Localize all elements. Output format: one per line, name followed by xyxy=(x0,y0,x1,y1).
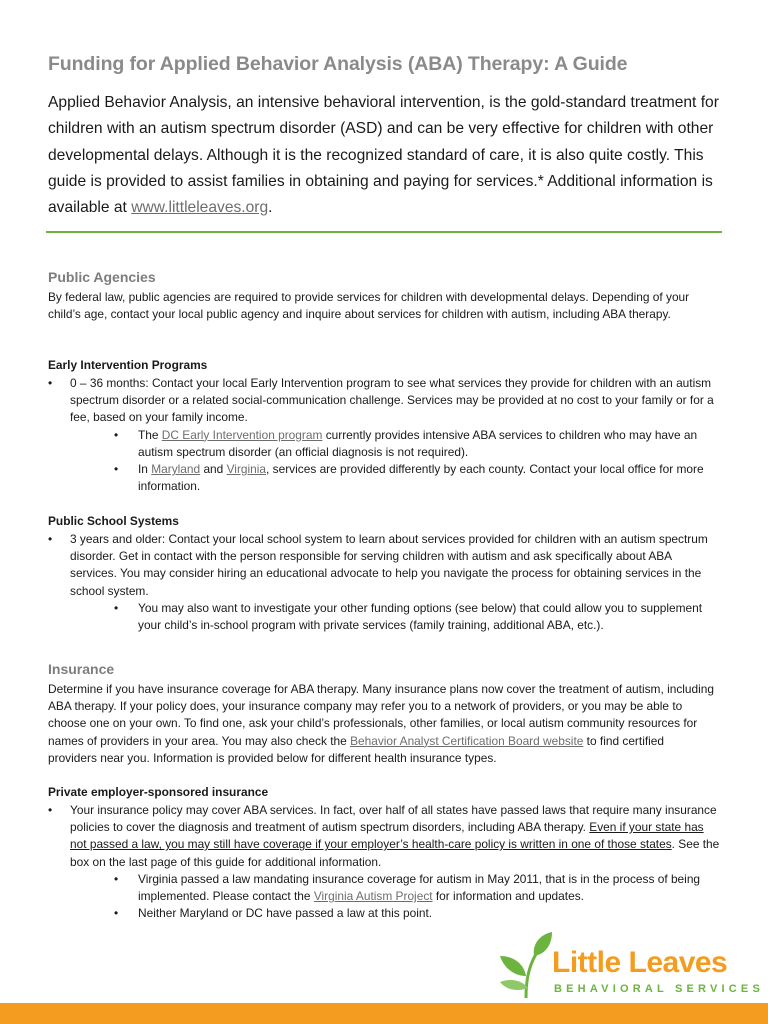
text-fragment: currently provides intensive ABA services to children who may have an autism spectrum disorder (an official diagnosis is not required). xyxy=(138,427,698,459)
text-fragment: Neither Maryland or DC have passed a law at this point. xyxy=(138,906,433,921)
insurance-heading: Insurance xyxy=(48,661,115,677)
insurance-text xyxy=(48,681,716,767)
list-item xyxy=(48,375,720,495)
public-school-list xyxy=(48,531,720,634)
text-fragment: In xyxy=(138,462,152,477)
text-fragment: Virginia passed a law mandating insurance coverage for autism in May 2011, that is in the process of being implemented. Please contact the xyxy=(138,871,701,904)
virginia-link[interactable]: Virginia xyxy=(226,462,267,477)
dc-early-intervention-link[interactable]: DC Early Intervention program xyxy=(161,427,323,442)
footer-bar xyxy=(0,1003,768,1024)
text-fragment: , services are provided differently by each county. Contact your local office for more information. xyxy=(138,462,704,494)
public-school-bullet: 3 years and older: Contact your local school system to learn about services provided for children with an autism spectrum disorder. Get in contact with the person responsible for serving children with autism and ask specifically about ABA services. You may consider hiring an educational advocate to help you navigate the process for obtaining services in the school system. xyxy=(70,532,708,598)
bacb-website-link[interactable]: Behavior Analyst Certification Board website xyxy=(350,733,584,748)
virginia-autism-project-link[interactable]: Virginia Autism Project xyxy=(313,889,433,904)
section-divider xyxy=(46,231,722,233)
early-intervention-bullet: 0 – 36 months: Contact your local Early Intervention program to see what services they provide for children with an autism spectrum disorder or a related social-communication challenge. Services may be provided at no cost to your family or for a fee, based on your family income. xyxy=(70,376,714,425)
text-fragment: Determine if you have insurance coverage for ABA therapy. Many insurance plans now cover the treatment of autism, including ABA therapy. If your policy does, your insurance company may refer you to a network of providers, or you may be able to choose one on your own. To find one, ask your child’s professionals, other families, or local autism community resources for names of providers in your area. You may also check the xyxy=(48,682,715,748)
text-fragment: for information and updates. xyxy=(432,889,584,904)
little-leaves-logo xyxy=(496,932,764,1000)
logo-name: Little Leaves xyxy=(552,946,728,979)
list-item xyxy=(92,905,720,922)
list-item xyxy=(92,461,720,495)
private-insurance-list xyxy=(48,802,720,922)
private-insurance-heading: Private employer-sponsored insurance xyxy=(48,785,269,799)
intro-text: Applied Behavior Analysis, an intensive behavioral intervention, is the gold-standard treatment for children with an autism spectrum disorder (ASD) and can be very effective for children with other developmental delays. Although it is the recognized standard of care, it is also quite costly. This guide is provided to assist families in obtaining and paying for services.* Additional information is available at xyxy=(48,94,719,217)
maryland-link[interactable]: Maryland xyxy=(151,462,201,477)
public-agencies-heading: Public Agencies xyxy=(48,269,156,285)
intro-end: . xyxy=(268,199,273,217)
page-title: Funding for Applied Behavior Analysis (ABA) Therapy: A Guide xyxy=(48,53,628,75)
website-link[interactable]: www.littleleaves.org xyxy=(131,199,269,217)
text-fragment: to find certified providers near you. Information is provided below for different health insurance types. xyxy=(48,733,665,765)
underlined-text: Even if your state has not passed a law, you may still have coverage if your employer’s health-care policy is written in one of those states xyxy=(70,820,704,852)
logo-tagline: BEHAVIORAL SERVICES xyxy=(554,983,764,995)
early-intervention-list xyxy=(48,375,720,495)
text-fragment: . See the box on the last page of this guide for additional information. xyxy=(70,837,720,869)
list-item xyxy=(92,427,720,461)
list-item xyxy=(92,600,720,634)
public-agencies-text: By federal law, public agencies are required to provide services for children with developmental delays. Depending of your child’s age, contact your local public agency and inquire about services for children with autism, including ABA therapy. xyxy=(48,290,690,322)
early-intervention-heading: Early Intervention Programs xyxy=(48,358,208,372)
text-fragment: and xyxy=(200,462,227,477)
text-fragment: You may also want to investigate your other funding options (see below) that could allow you to supplement your child’s in-school program with private services (family training, additional ABA, etc.). xyxy=(138,600,703,633)
leaf-icon xyxy=(496,932,556,1000)
text-fragment: Your insurance policy may cover ABA services. In fact, over half of all states have passed laws that require many insurance policies to cover the diagnosis and treatment of autism spectrum disorders, including ABA therapy. xyxy=(70,803,717,835)
list-item xyxy=(48,531,720,634)
list-item xyxy=(92,871,720,905)
public-school-heading: Public School Systems xyxy=(48,514,179,528)
list-item xyxy=(48,802,720,922)
intro-paragraph xyxy=(48,90,724,221)
text-fragment: The xyxy=(138,427,162,442)
